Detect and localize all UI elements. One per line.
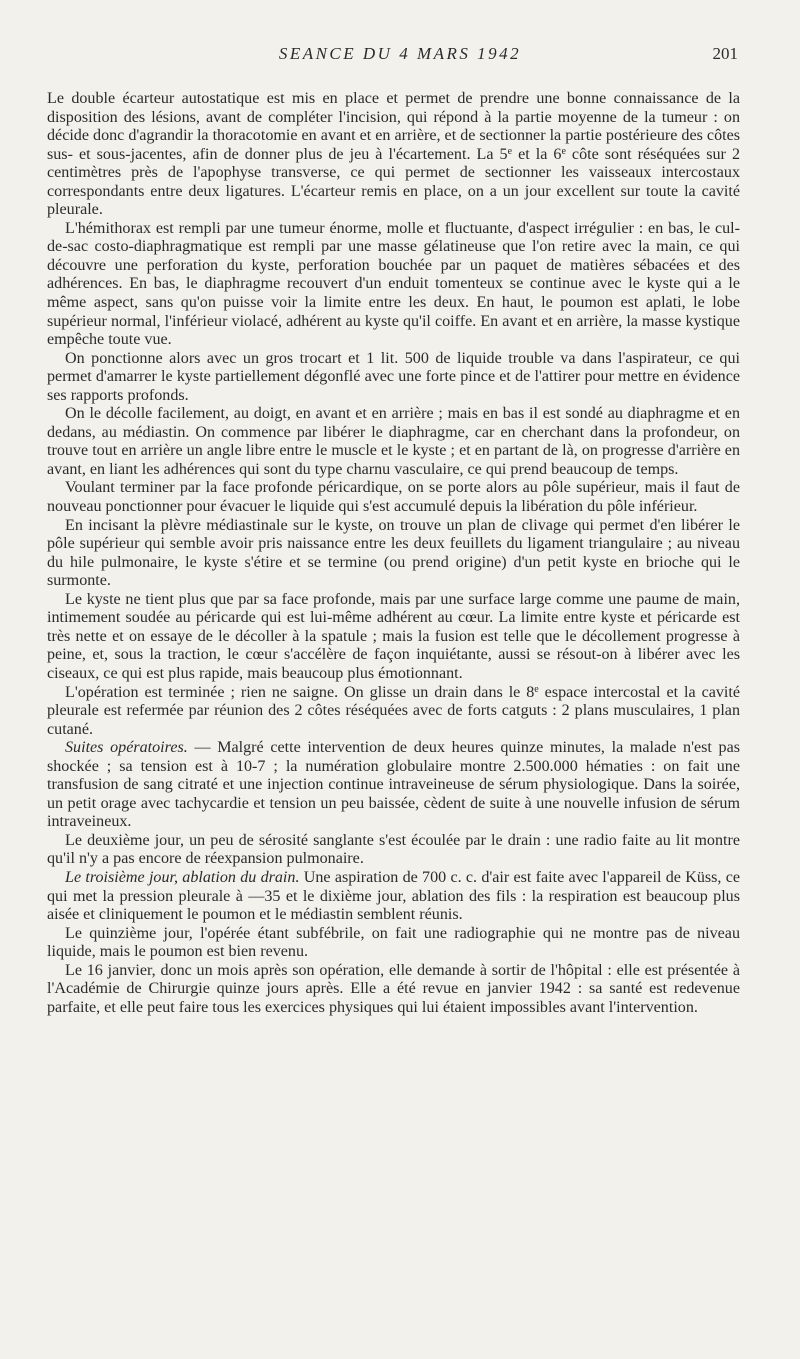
paragraph: Le double écarteur autostatique est mis en place et permet de prendre une bonne connaissance de la disposition des lésions, avant de compléter l'incision, qui répond à la partie moyenne de la tumeur : on décide donc d'agrandir la thoracotomie en avant et en arrière, et de sectionner la partie postérieure des côtes sus- et sous-jacentes, afin de donner plus de jeu à l'écartement. La 5e et la 6e côte sont réséquées sur 2 centimètres près de l'apophyse transverse, ce qui permet de sectionner les vaisseaux intercostaux correspondants entre deux ligatures. L'écarteur remis en place, on a un jour excellent sur toute la cavité pleurale. — [47, 90, 740, 219]
paragraph: Le troisième jour, ablation du drain. Une aspiration de 700 c. c. d'air est faite avec l'appareil de Küss, ce qui met la pression pleurale à —35 et le dixième jour, ablation des fils : la respiration est beaucoup plus aisée et cliniquement le poumon et le médiastin semblent réunis. — [47, 868, 740, 924]
paragraph: En incisant la plèvre médiastinale sur le kyste, on trouve un plan de clivage qui permet d'en libérer le pôle supérieur qui semble avoir pris naissance entre les deux feuillets du ligament triangulaire ; au niveau du hile pulmonaire, le kyste s'étire et se termine (ou prend origine) d'un petit kyste en brioche qui le surmonte. — [47, 516, 740, 590]
paragraph: Le kyste ne tient plus que par sa face profonde, mais par une surface large comme une paume de main, intimement soudée au péricarde qui est lui-même adhérent au cœur. La limite entre kyste et péricarde est très nette et on essaye de le décoller à la spatule ; mais la fusion est telle que le décollement progresse à peine, et, sous la traction, le cœur s'accélère de façon inquiétante, aussi se résout-on à libérer avec les ciseaux, ce qui est plus rapide, mais beaucoup plus émotionnant. — [47, 590, 740, 682]
body-text — [47, 90, 740, 1017]
running-title: SEANCE DU 4 MARS 1942 — [278, 44, 522, 63]
paragraph: Voulant terminer par la face profonde péricardique, on se porte alors au pôle supérieur, mais il faut de nouveau ponctionner pour évacuer le liquide qui s'est accumulé depuis la libération du pôle inférieur. — [47, 479, 740, 516]
running-head — [0, 44, 800, 66]
paragraph: On le décolle facilement, au doigt, en avant et en arrière ; mais en bas il est sondé au diaphragme et en dedans, au médiastin. On commence par libérer le diaphragme, car en cherchant dans la profondeur, on trouve tout en arrière un angle libre entre le muscle et le kyste ; et en partant de là, on progresse d'arrière en avant, en liant les adhérences qui sont du type charnu vasculaire, ce qui prend beaucoup de temps. — [47, 405, 740, 478]
paragraph: Le deuxième jour, un peu de sérosité sanglante s'est écoulée par le drain : une radio faite au lit montre qu'il n'y a pas encore de réexpansion pulmonaire. — [47, 831, 740, 868]
paragraph: Suites opératoires. — Malgré cette intervention de deux heures quinze minutes, la malade n'est pas shockée ; sa tension est à 10-7 ; la numération globulaire montre 2.500.000 hématies : on fait une transfusion de sang citraté et une injection continue intraveineuse de sérum physiologique. Dans la soirée, un petit orage avec tachycardie et tension un peu baissée, cèdent de suite à une nouvelle infusion de sérum intraveineux. — [47, 739, 740, 831]
page-number: 201 — [712, 44, 738, 63]
paragraph: Le 16 janvier, donc un mois après son opération, elle demande à sortir de l'hôpital : elle est présentée à l'Académie de Chirurgie quinze jours après. Elle a été revue en janvier 1942 : sa santé est redevenue parfaite, et elle peut faire tous les exercices physiques qui lui étaient impossibles avant l'intervention. — [47, 961, 740, 1016]
paragraph: L'opération est terminée ; rien ne saigne. On glisse un drain dans le 8e espace intercostal et la cavité pleurale est refermée par réunion des 2 côtes réséquées avec de forts catguts : 2 plans musculaires, 1 plan cutané. — [47, 683, 740, 738]
paragraph: On ponctionne alors avec un gros trocart et 1 lit. 500 de liquide trouble va dans l'aspirateur, ce qui permet d'amarrer le kyste partiellement dégonflé avec une forte pince et de l'attirer pour mettre en évidence ses rapports profonds. — [47, 349, 740, 404]
paragraph-lead: Le troisième jour, ablation du drain. — [65, 868, 300, 886]
paragraph-lead: Suites opératoires. — [65, 739, 188, 757]
paragraph: L'hémithorax est rempli par une tumeur énorme, molle et fluctuante, d'aspect irrégulier : en bas, le cul-de-sac costo-diaphragmatique est rempli par une masse gélatineuse que l'on retire avec la main, ce qui découvre une perforation du kyste, perforation bouchée par un paquet de matières sébacées et des adhérences. En bas, le diaphragme recouvert d'un enduit tomenteux se continue avec le kyste qui a le même aspect, sans qu'on puisse voir la limite entre les deux. En haut, le poumon est aplati, le lobe supérieur normal, l'inférieur violacé, adhérent au kyste qu'il coiffe. En avant et en arrière, la masse kystique empêche toute vue. — [47, 219, 740, 349]
paragraph: Le quinzième jour, l'opérée étant subfébrile, on fait une radiographie qui ne montre pas de niveau liquide, mais le poumon est bien revenu. — [47, 924, 740, 961]
